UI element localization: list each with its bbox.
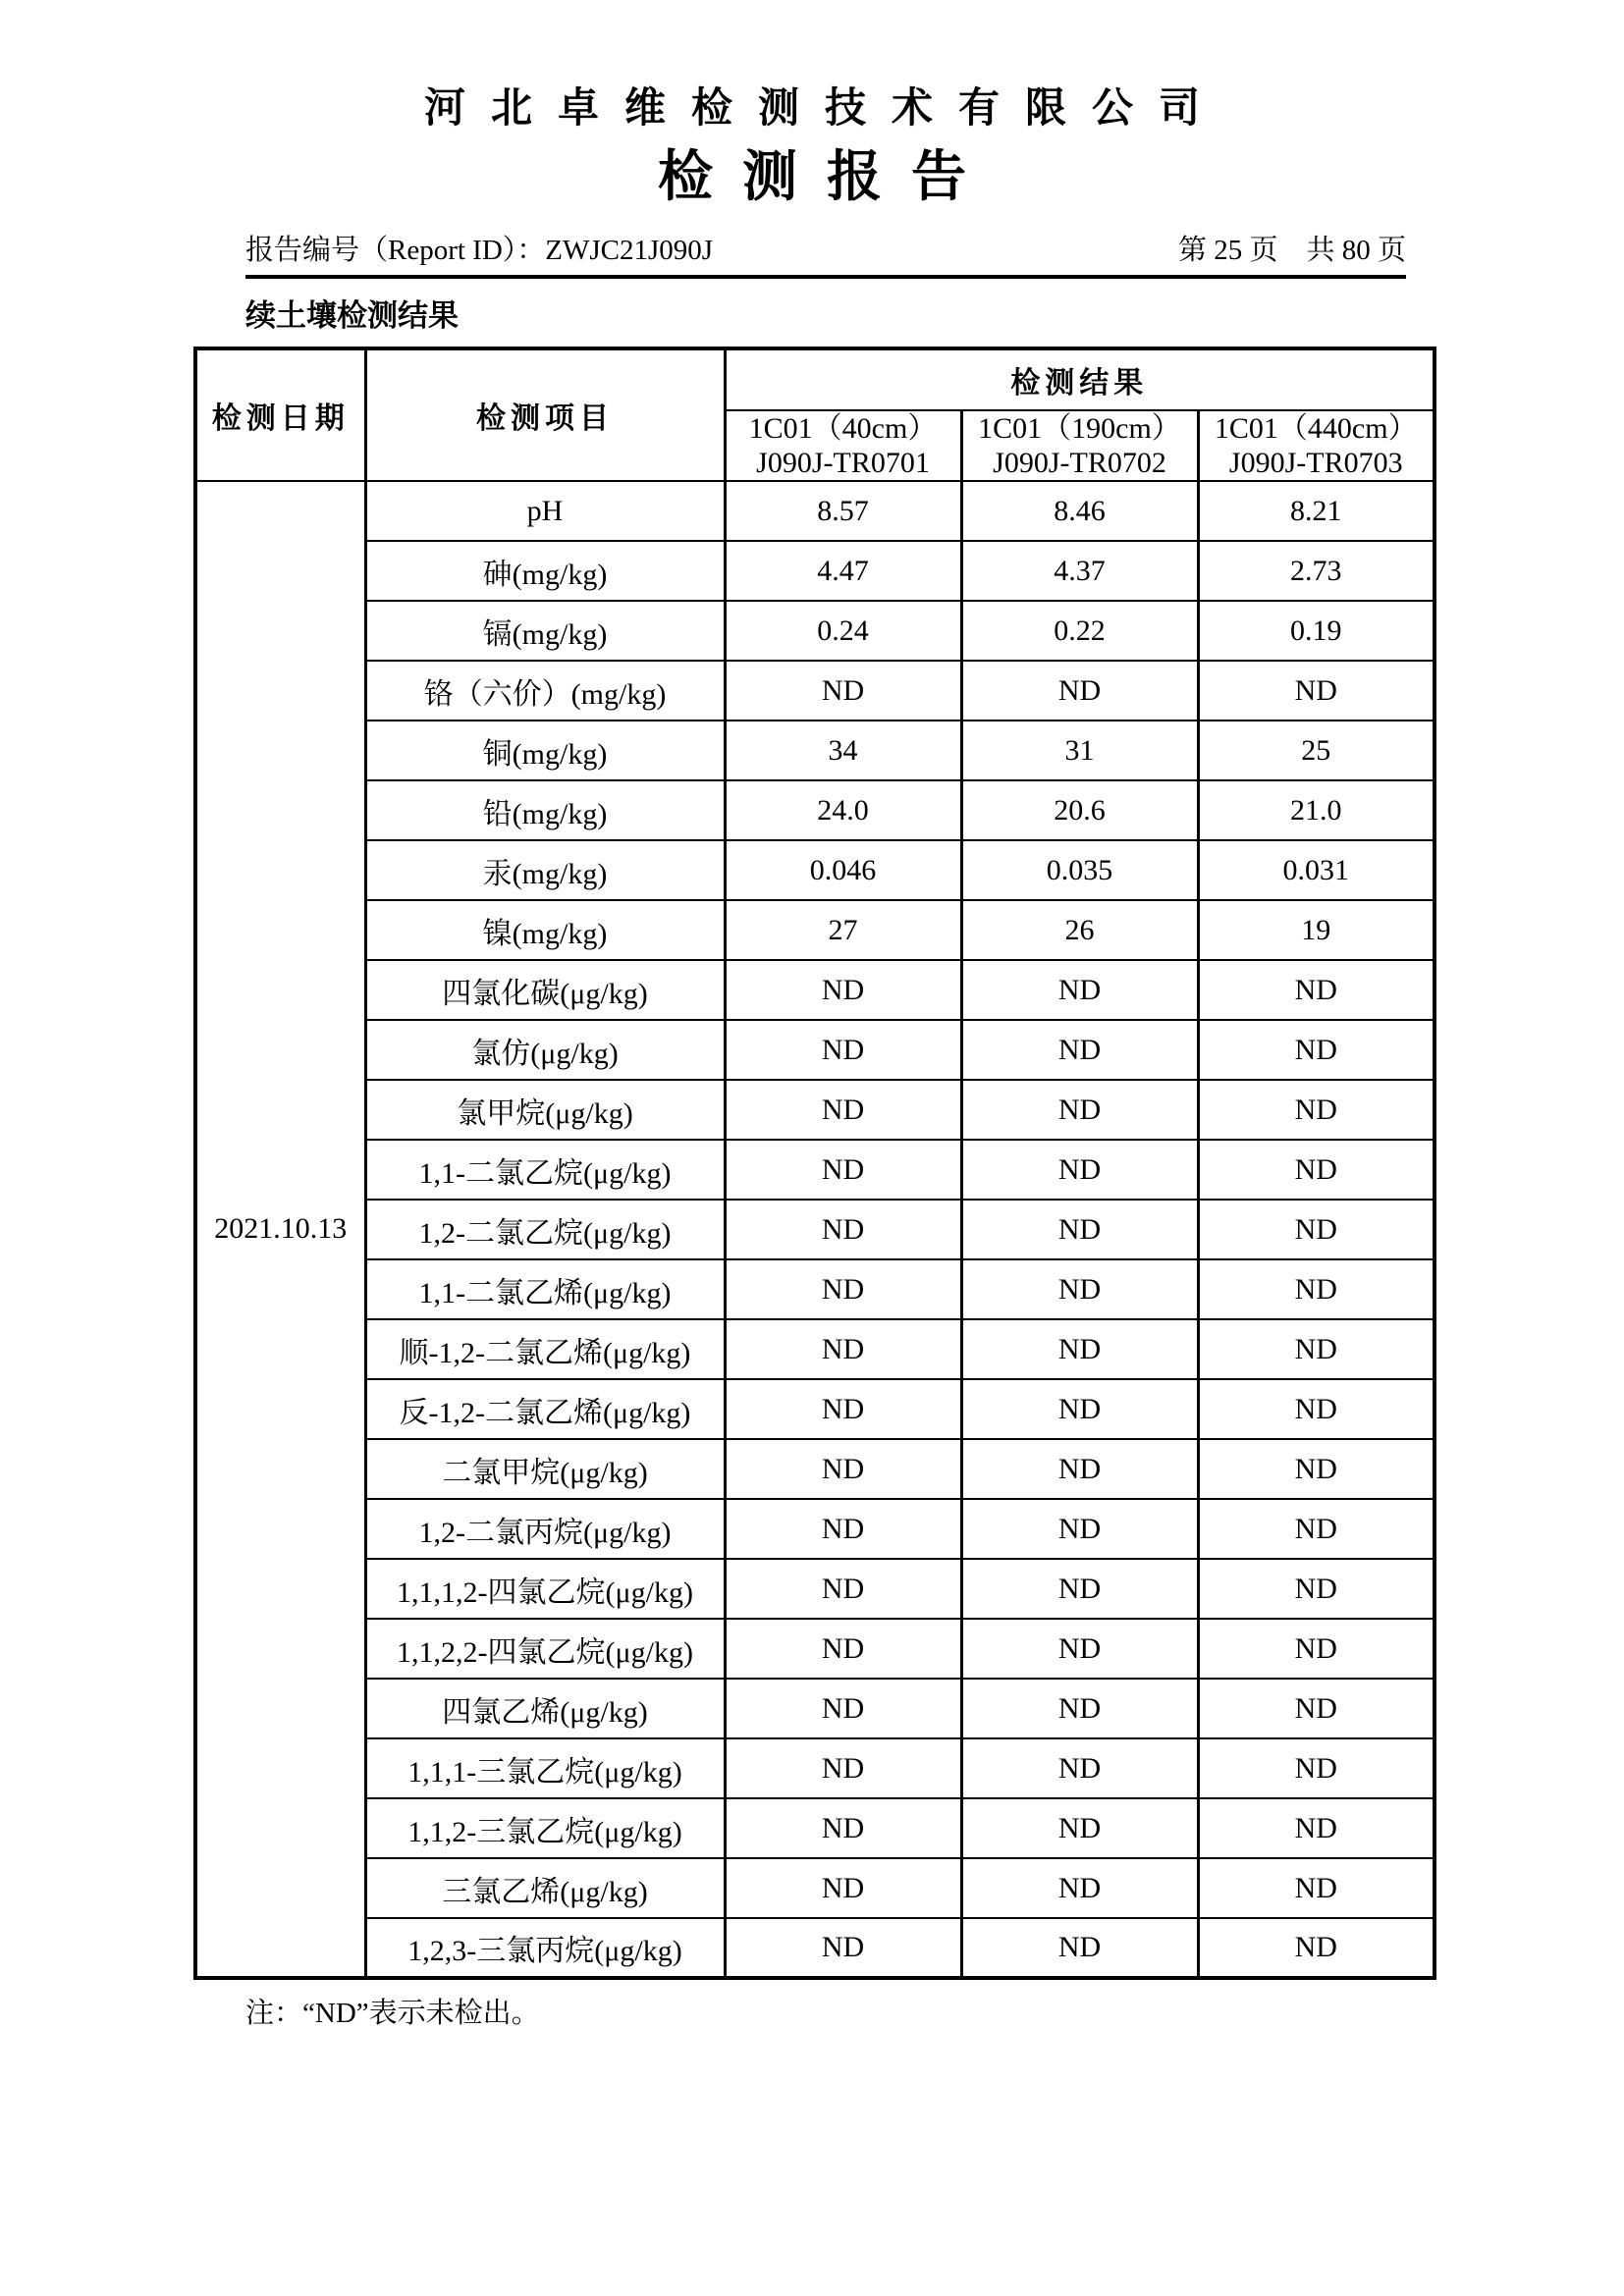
result-value-cell: 8.21 [1198, 481, 1435, 541]
result-value-cell: 25 [1198, 721, 1435, 780]
report-title: 检测报告 [658, 147, 996, 208]
result-value-cell: ND [961, 960, 1198, 1020]
test-item-cell: 氯甲烷(μg/kg) [365, 1080, 725, 1140]
nd-note: 注：“ND”表示未检出。 [245, 1998, 540, 2029]
result-value-cell: ND [961, 1319, 1198, 1379]
test-item-cell: pH [365, 481, 725, 541]
table-row [195, 1918, 1435, 1978]
result-value-cell: ND [961, 1738, 1198, 1798]
result-value-cell: ND [1198, 1140, 1435, 1200]
result-value-cell: 4.37 [961, 541, 1198, 601]
sample-code: J090J-TR0702 [993, 447, 1166, 479]
test-item-cell: 汞(mg/kg) [365, 840, 725, 900]
table-row [195, 1679, 1435, 1738]
result-value-cell: ND [1198, 960, 1435, 1020]
table-row [195, 1738, 1435, 1798]
result-value-cell: ND [1198, 1738, 1435, 1798]
table-row [195, 840, 1435, 900]
result-value-cell: ND [725, 1559, 961, 1619]
result-value-cell: ND [1198, 1319, 1435, 1379]
table-row [195, 1259, 1435, 1319]
result-value-cell: ND [725, 1918, 961, 1978]
test-item-cell: 1,1-二氯乙烯(μg/kg) [365, 1259, 725, 1319]
result-value-cell: 8.57 [725, 481, 961, 541]
result-value-cell: ND [961, 1559, 1198, 1619]
table-row [195, 481, 1435, 541]
result-value-cell: 26 [961, 900, 1198, 960]
result-value-cell: ND [961, 1020, 1198, 1080]
sample-code: J090J-TR0701 [756, 447, 930, 479]
table-row [195, 1379, 1435, 1439]
result-value-cell: ND [961, 1200, 1198, 1259]
result-value-cell: ND [725, 1259, 961, 1319]
result-value-cell: ND [961, 1080, 1198, 1140]
result-value-cell: 0.19 [1198, 601, 1435, 661]
column-header-result: 检测结果 [725, 348, 1435, 410]
table-row [195, 1559, 1435, 1619]
result-value-cell: ND [725, 1140, 961, 1200]
test-item-cell: 1,1,2-三氯乙烷(μg/kg) [365, 1798, 725, 1858]
result-value-cell: ND [961, 661, 1198, 721]
test-item-cell: 铬（六价）(mg/kg) [365, 661, 725, 721]
header-row [195, 348, 1435, 410]
table-row [195, 1619, 1435, 1679]
result-value-cell: ND [725, 1499, 961, 1559]
result-value-cell: ND [961, 1918, 1198, 1978]
result-value-cell: 0.22 [961, 601, 1198, 661]
page-number: 第 25 页 共 80 页 [1177, 235, 1406, 266]
test-item-cell: 1,2-二氯乙烷(μg/kg) [365, 1200, 725, 1259]
result-value-cell: ND [961, 1679, 1198, 1738]
result-value-cell: 19 [1198, 900, 1435, 960]
test-item-cell: 1,1,1-三氯乙烷(μg/kg) [365, 1738, 725, 1798]
table-row [195, 1200, 1435, 1259]
sample-id: 1C01（190cm） [978, 412, 1181, 445]
table-row [195, 1439, 1435, 1499]
result-value-cell: 0.24 [725, 601, 961, 661]
table-row [195, 1798, 1435, 1858]
result-value-cell: ND [725, 1379, 961, 1439]
table-row [195, 1319, 1435, 1379]
result-value-cell: ND [725, 1319, 961, 1379]
sample-code: J090J-TR0703 [1228, 447, 1403, 479]
table-row [195, 780, 1435, 840]
result-value-cell: ND [1198, 1020, 1435, 1080]
test-item-cell: 四氯化碳(μg/kg) [365, 960, 725, 1020]
result-value-cell: ND [725, 1619, 961, 1679]
result-value-cell: ND [961, 1858, 1198, 1918]
result-value-cell: 0.031 [1198, 840, 1435, 900]
results-table [193, 347, 1436, 1980]
sample-id: 1C01（40cm） [748, 412, 938, 445]
company-title: 河北卓维检测技术有限公司 [423, 86, 1225, 132]
result-value-cell: ND [1198, 1080, 1435, 1140]
result-value-cell: ND [725, 960, 961, 1020]
test-item-cell: 顺-1,2-二氯乙烯(μg/kg) [365, 1319, 725, 1379]
test-item-cell: 砷(mg/kg) [365, 541, 725, 601]
result-value-cell: ND [1198, 1259, 1435, 1319]
table-row [195, 661, 1435, 721]
result-value-cell: ND [961, 1259, 1198, 1319]
test-item-cell: 反-1,2-二氯乙烯(μg/kg) [365, 1379, 725, 1439]
result-value-cell: ND [725, 1200, 961, 1259]
result-value-cell: 21.0 [1198, 780, 1435, 840]
result-value-cell: ND [725, 1080, 961, 1140]
test-item-cell: 镉(mg/kg) [365, 601, 725, 661]
result-value-cell: ND [725, 1738, 961, 1798]
test-item-cell: 二氯甲烷(μg/kg) [365, 1439, 725, 1499]
result-value-cell: ND [725, 661, 961, 721]
result-value-cell: 31 [961, 721, 1198, 780]
result-value-cell: ND [1198, 1858, 1435, 1918]
result-value-cell: ND [1198, 1619, 1435, 1679]
result-value-cell: ND [1198, 1798, 1435, 1858]
result-value-cell: 2.73 [1198, 541, 1435, 601]
result-value-cell: ND [725, 1679, 961, 1738]
result-value-cell: ND [961, 1439, 1198, 1499]
table-row [195, 601, 1435, 661]
result-value-cell: ND [1198, 1439, 1435, 1499]
result-value-cell: ND [961, 1499, 1198, 1559]
result-value-cell: 20.6 [961, 780, 1198, 840]
result-value-cell: 27 [725, 900, 961, 960]
result-value-cell: 4.47 [725, 541, 961, 601]
result-value-cell: ND [1198, 1679, 1435, 1738]
result-value-cell: ND [725, 1439, 961, 1499]
result-value-cell: ND [725, 1020, 961, 1080]
result-value-cell: ND [961, 1379, 1198, 1439]
column-header-item: 检测项目 [365, 348, 725, 481]
table-row [195, 960, 1435, 1020]
result-value-cell: ND [961, 1140, 1198, 1200]
result-value-cell: ND [1198, 661, 1435, 721]
test-item-cell: 镍(mg/kg) [365, 900, 725, 960]
table-row [195, 900, 1435, 960]
table-row [195, 721, 1435, 780]
test-item-cell: 三氯乙烯(μg/kg) [365, 1858, 725, 1918]
result-value-cell: 8.46 [961, 481, 1198, 541]
sample-header-1 [725, 410, 961, 481]
result-value-cell: ND [961, 1798, 1198, 1858]
section-title: 续土壤检测结果 [245, 298, 459, 333]
report-meta [245, 234, 1406, 267]
test-date-cell: 2021.10.13 [195, 481, 365, 1978]
test-item-cell: 铅(mg/kg) [365, 780, 725, 840]
column-header-date: 检测日期 [195, 348, 365, 481]
test-item-cell: 氯仿(μg/kg) [365, 1020, 725, 1080]
result-value-cell: ND [725, 1858, 961, 1918]
test-item-cell: 1,2,3-三氯丙烷(μg/kg) [365, 1918, 725, 1978]
sample-header-2 [961, 410, 1198, 481]
result-value-cell: ND [1198, 1918, 1435, 1978]
sample-header-3 [1198, 410, 1435, 481]
table-row [195, 1499, 1435, 1559]
result-value-cell: ND [1198, 1499, 1435, 1559]
result-value-cell: ND [1198, 1379, 1435, 1439]
report-id: 报告编号（Report ID）：ZWJC21J090J [245, 235, 714, 266]
result-value-cell: ND [961, 1619, 1198, 1679]
test-item-cell: 铜(mg/kg) [365, 721, 725, 780]
table-row [195, 1080, 1435, 1140]
test-item-cell: 1,1,1,2-四氯乙烷(μg/kg) [365, 1559, 725, 1619]
table-row [195, 1020, 1435, 1080]
result-value-cell: 34 [725, 721, 961, 780]
result-value-cell: 0.035 [961, 840, 1198, 900]
table-row [195, 1140, 1435, 1200]
result-value-cell: ND [725, 1798, 961, 1858]
result-value-cell: 0.046 [725, 840, 961, 900]
table-row [195, 1858, 1435, 1918]
test-item-cell: 1,1,2,2-四氯乙烷(μg/kg) [365, 1619, 725, 1679]
result-value-cell: ND [1198, 1559, 1435, 1619]
header-divider [245, 275, 1406, 279]
test-item-cell: 四氯乙烯(μg/kg) [365, 1679, 725, 1738]
test-item-cell: 1,1-二氯乙烷(μg/kg) [365, 1140, 725, 1200]
table-row [195, 541, 1435, 601]
result-value-cell: ND [1198, 1200, 1435, 1259]
sample-id: 1C01（440cm） [1214, 412, 1418, 445]
test-item-cell: 1,2-二氯丙烷(μg/kg) [365, 1499, 725, 1559]
result-value-cell: 24.0 [725, 780, 961, 840]
